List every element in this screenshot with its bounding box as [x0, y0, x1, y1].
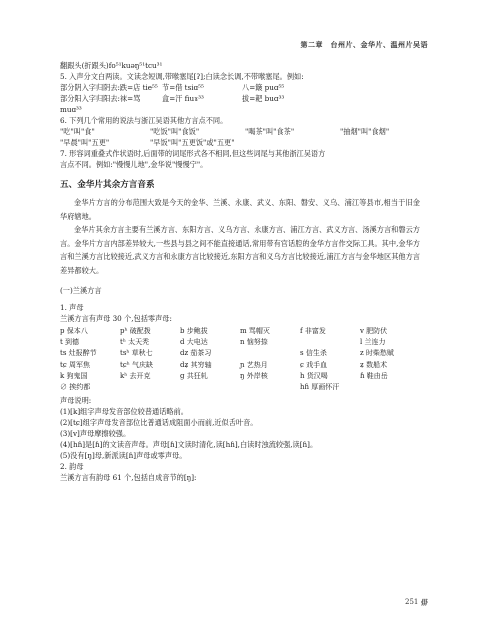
body-text	[60, 60, 420, 483]
note-item: (2)[tɕ]组字声母发音部位比普通话成阻面小而前,近似舌叶音。	[60, 418, 258, 428]
paragraph: 金华片其余方言主要有兰溪方言、东阳方言、义乌方言、永康方言、浦江方言、武义方言、汤溪方言和磐云方言。金华片方言内部差异较大,一些县与县之间不能直接通话,常用带有官话腔的金华方言作交际工具。其中,金华方言和兰溪方言比较接近,武义方言和永康方言比较接近,东阳方言和义乌方言比较接近,浦江方言与金华地区其他方言差异都较大。	[60, 225, 420, 275]
finals-heading: 2. 韵母	[60, 462, 84, 472]
entering-tone-row: 部分阳入字归阳去:袜=骂 muɑ³³ 盒=汗 fiuɤ³³ 拔=耙 buɑ³³	[60, 94, 285, 114]
note-item: (1)[k]组字声母发音部位较普通话略前。	[60, 407, 188, 417]
subsection-heading: (一)兰溪方言	[60, 286, 102, 295]
finals-intro: 兰溪方言有韵母 61 个,包括自成音节的[ŋ]:	[60, 473, 197, 483]
intro-item-7: 7. 形容词重叠式作状语时,后面带的词尾形式各不相同,但这些词尾与其他浙江吴语方	[60, 149, 326, 158]
running-head: 第二章 台州片、金华片、温州片吴语	[300, 41, 428, 49]
note-item: (4)[hɦ]是[ɦ]的文读音声母。声母[ɦ]文读时清化,读[hɦ],白读时浊流较强,读[ɦ]。	[60, 440, 318, 450]
page-number: 251 ∰	[405, 598, 428, 606]
consonant-table: p 保本八 pʰ 破配拨 b 步鲍拔 m 骂帽灭 f 非富发 v 肥防伏 t 到德 tʰ 太天秃 d 大电达 n 恼努捺 l 兰连力 ts 灶报醉节 tsʰ 草秋七 dz 茄茶习 s 信生杀 z 时柴愁赋 tɕ 周军焦 tɕʰ 气庆缺 dʑ 其穷轴 ɲ 艺热月 ɕ 戏手血 ʑ 数船术 k 狗鬼国 kʰ 去开克 g 共狂轧 ŋ 外岸核 h 货汉喝 ɦ 鞋由岳 ∅ 挨约都 hɦ 厚画怀汗	[60, 327, 394, 392]
note-item: (3)[v]声母摩擦较强。	[60, 429, 131, 439]
notes-title: 声母说明:	[60, 396, 92, 406]
intro-item-5: 5. 入声分文白两读。文读念短调,带喉塞尾[ʔ];白读念长调,不带喉塞尾。例如:	[60, 72, 304, 81]
terms-row: "早晨"叫"五更" "早饭"叫"五更饭"或"五更"	[60, 138, 235, 147]
entering-tone-row: 部分阴入字归阴去:跌=店 tie⁵⁵ 节=借 tsiɑ⁵⁵ 八=簸 puɑ⁵⁵	[60, 83, 285, 92]
note-item: (5)没有[ŋ]母,新派读[ɦ]声母或零声母。	[60, 451, 187, 461]
intro-item-7-cont: 言点不同。例如:"慢慢儿地",金华说"慢慢宁"。	[60, 160, 208, 169]
intro-item-6: 6. 下列几个常用的说法与浙江吴语其他方言点不同。	[60, 116, 228, 125]
intro-line-a: 翻跟头(折跟头)fo⁵¹kuəŋ⁵¹tcu³¹	[60, 61, 163, 70]
terms-row: "吃"叫"食" "吃饭"叫"食饭" "喝茶"叫"食茶" "抽烟"叫"食烟"	[60, 127, 390, 136]
paragraph: 金华片方言的分布范围大致是今天的金华、兰溪、永康、武义、东阳、磐安、义乌、浦江等县市,相当于旧金华府辖地。	[60, 198, 420, 221]
section-title: 五、金华片其余方言音系	[60, 180, 155, 190]
initials-intro: 兰溪方言有声母 30 个,包括零声母:	[60, 314, 172, 323]
initials-heading: 1. 声母	[60, 303, 84, 312]
